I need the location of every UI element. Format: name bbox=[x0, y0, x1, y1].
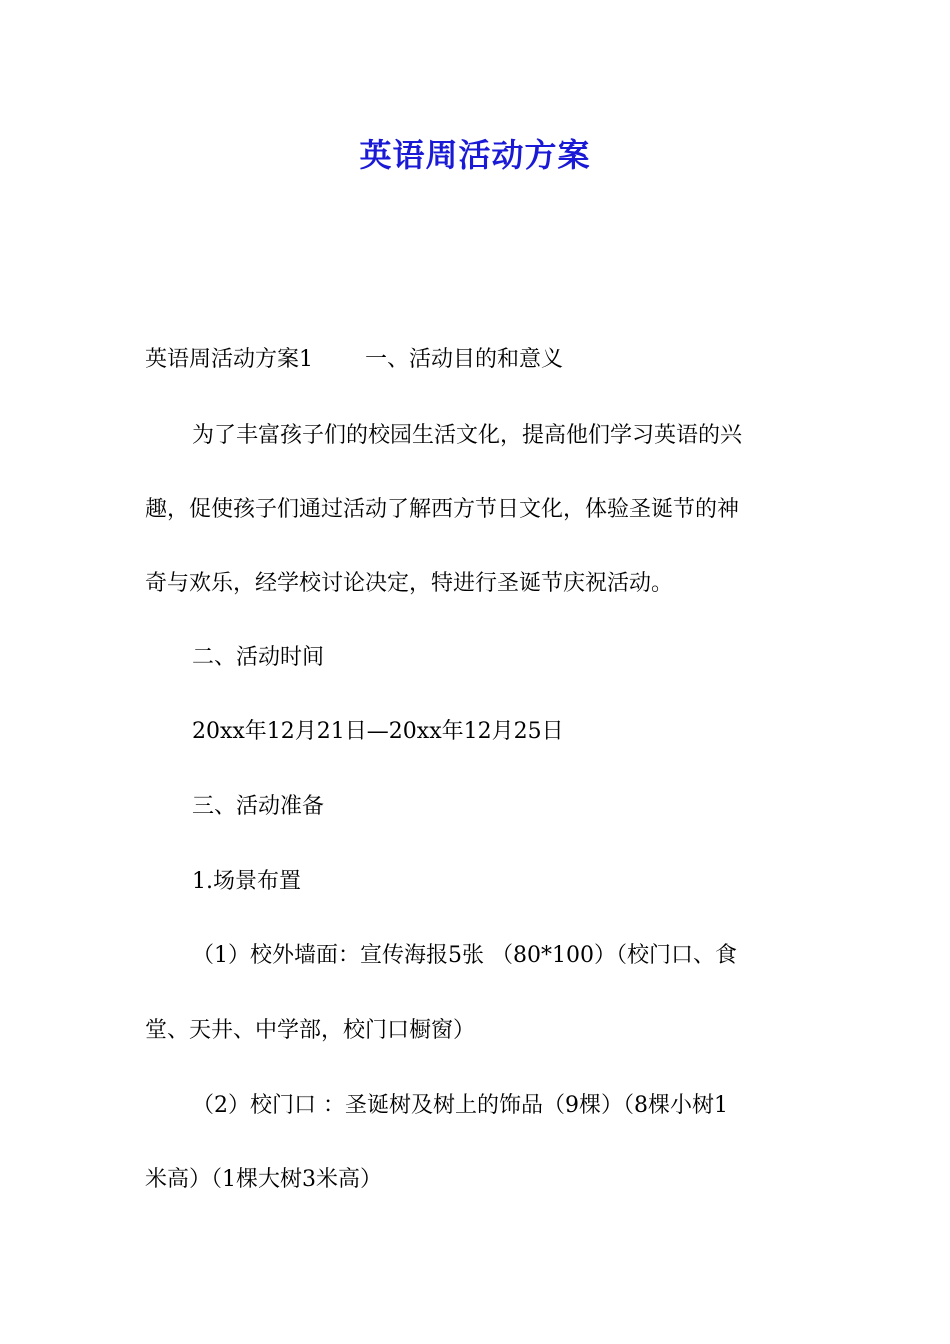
document-title: 英语周活动方案 bbox=[359, 136, 591, 174]
item-1-1-line-1: （1）校外墙面：宣传海报5张 （80*100）（校门口、食 bbox=[192, 943, 737, 968]
section-3-heading: 三、活动准备 bbox=[192, 794, 325, 819]
item-1-2-line-2: 米高）（1棵大树3米高） bbox=[145, 1167, 382, 1192]
paragraph-1-line-3: 奇与欢乐，经学校讨论决定，特进行圣诞节庆祝活动。 bbox=[145, 571, 674, 596]
paragraph-1-line-2: 趣，促使孩子们通过活动了解西方节日文化，体验圣诞节的神 bbox=[145, 497, 740, 522]
section-2-heading: 二、活动时间 bbox=[192, 645, 325, 670]
activity-date-range: 20xx年12月21日—20xx年12月25日 bbox=[192, 719, 564, 744]
item-1-2-line-1: （2）校门口 ：圣诞树及树上的饰品（9棵）（8棵小树1 bbox=[192, 1093, 728, 1118]
section-heading-line bbox=[145, 345, 810, 375]
section-1-heading: 一、活动目的和意义 bbox=[365, 347, 564, 372]
item-1-heading: 1.场景布置 bbox=[192, 869, 301, 894]
item-1-1-line-2: 堂、天井、中学部，校门口橱窗） bbox=[145, 1018, 476, 1043]
plan-heading: 英语周活动方案1 bbox=[145, 347, 313, 372]
paragraph-1-line-1: 为了丰富孩子们的校园生活文化，提高他们学习英语的兴 bbox=[192, 423, 743, 448]
